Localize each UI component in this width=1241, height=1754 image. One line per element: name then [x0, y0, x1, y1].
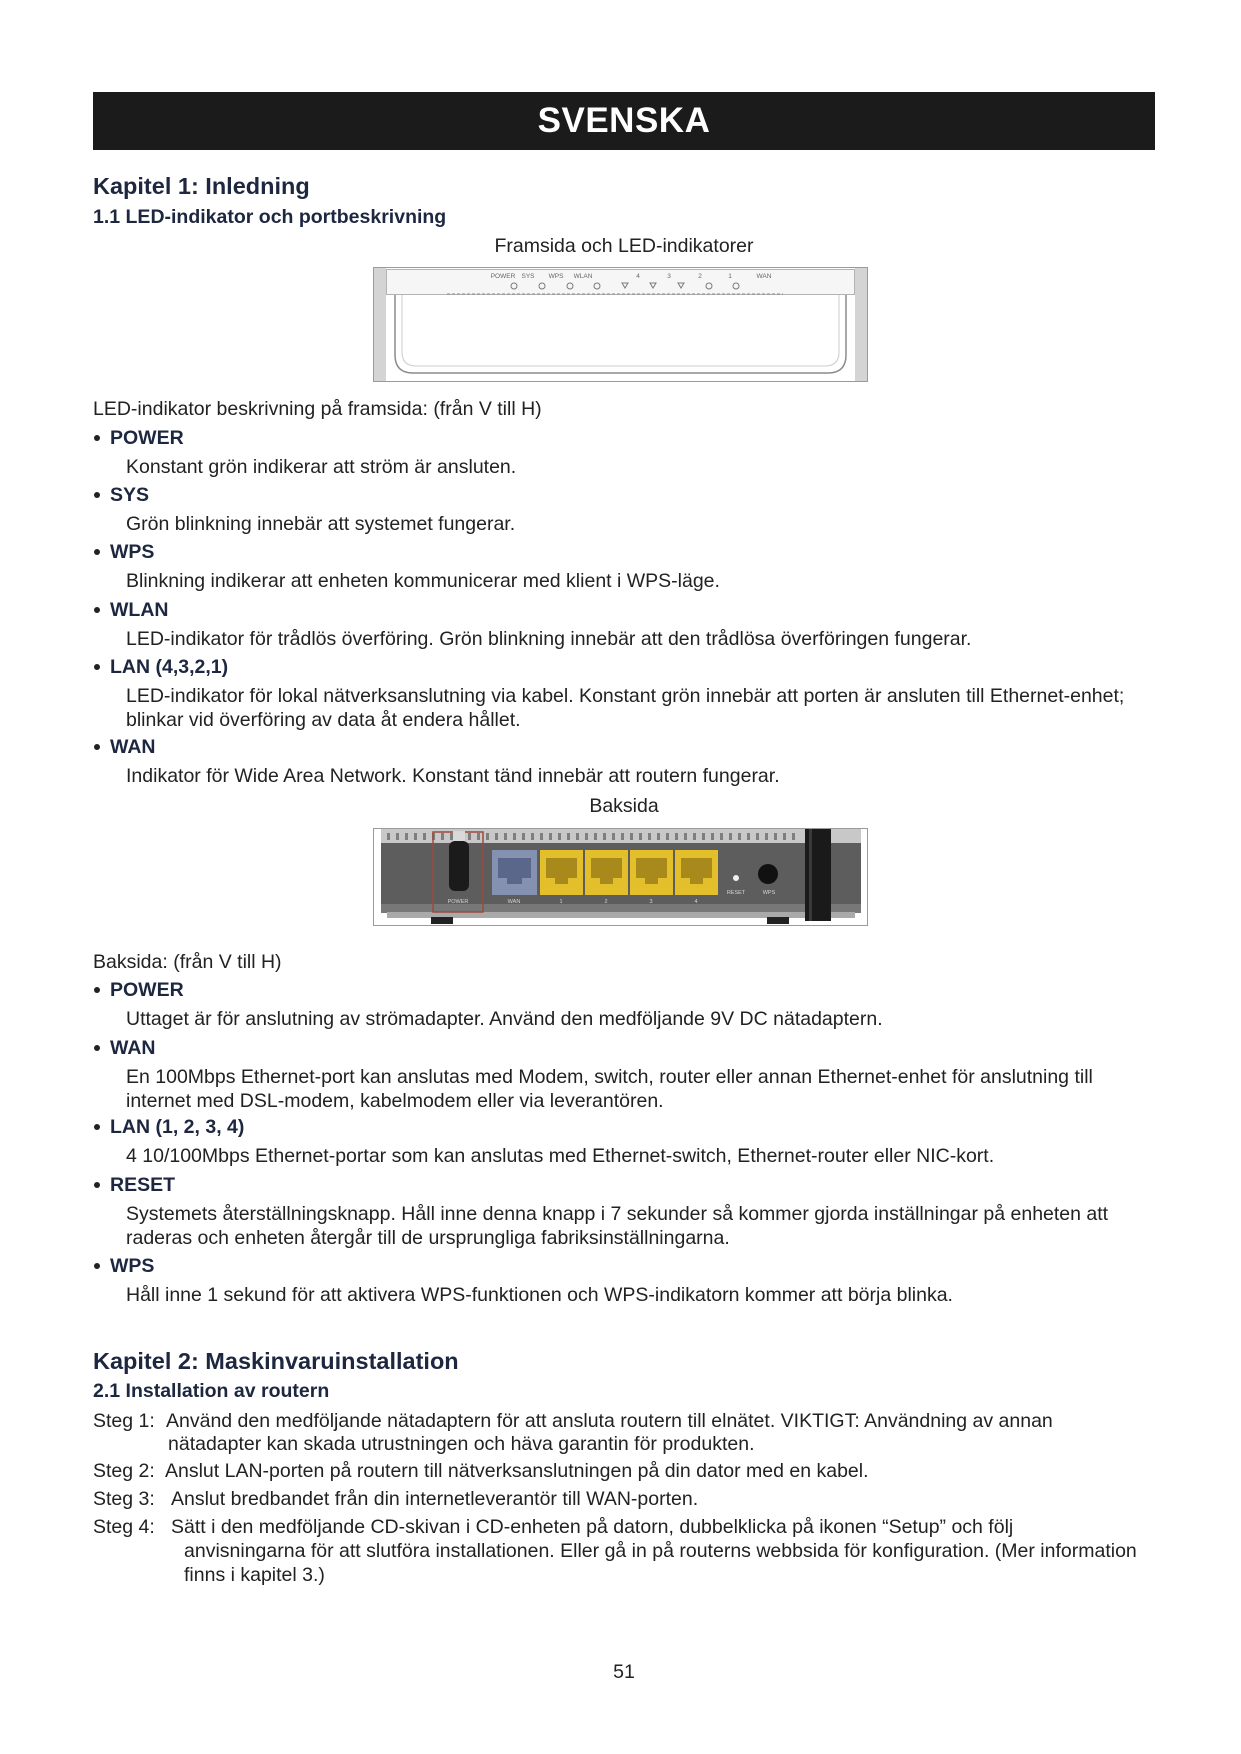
port-item-label: LAN (1, 2, 3, 4) — [110, 1116, 245, 1138]
led-item-label: WPS — [110, 541, 155, 563]
port-item-description — [93, 1139, 1155, 1168]
description-line: LED-indikator för lokal nätverksanslutning via kabel. Konstant grön innebär att porten är ansluten till Ethernet-enhet; — [126, 685, 1125, 707]
port-label-lan-4: 4 — [694, 899, 698, 905]
chapter-2-title: Kapitel 2: Maskinvaruinstallation — [93, 1348, 459, 1374]
router-front-panel-image — [373, 267, 868, 382]
port-item-wps — [93, 1254, 1155, 1307]
port-item-reset — [93, 1173, 1155, 1250]
led-label-wlan: WLAN — [573, 273, 593, 280]
description-line: Uttaget är för anslutning av strömadapter. Använd den medföljande 9V DC nätadaptern. — [126, 1008, 883, 1030]
port-item-description — [93, 1002, 1155, 1031]
port-item-label: RESET — [110, 1174, 176, 1196]
front-led-strip — [387, 270, 855, 295]
step-text-line: anvisningarna för att slutföra installationen. Eller gå in på routerns webbsida för konfiguration. (Mer information — [184, 1540, 1137, 1562]
step-text-line: Anslut bredbandet från din internetleverantör till WAN-porten. — [171, 1488, 699, 1510]
bullet-dot — [94, 1124, 100, 1130]
led-item-sys — [93, 483, 1155, 536]
led-label-lan-2: 2 — [698, 273, 702, 280]
antenna — [805, 829, 831, 921]
led-item-wlan — [93, 598, 1155, 651]
bullet-dot — [94, 987, 100, 993]
bullet-dot — [94, 1182, 100, 1188]
description-line: En 100Mbps Ethernet-port kan anslutas med Modem, switch, router eller annan Ethernet-enhet för anslutning till — [126, 1066, 1093, 1088]
back-foot-left — [431, 917, 453, 924]
led-label-wps: WPS — [548, 273, 564, 280]
bullet-dot — [94, 664, 100, 670]
led-item-power — [93, 426, 1155, 479]
section-1-1-title: 1.1 LED-indikator och portbeskrivning — [93, 206, 447, 228]
led-item-label: SYS — [110, 484, 150, 506]
port-item-label: WAN — [110, 1037, 156, 1059]
port-label-lan-1: 1 — [559, 899, 563, 905]
description-line: Grön blinkning innebär att systemet fungerar. — [126, 513, 516, 535]
step-label: Steg 3: — [93, 1488, 155, 1510]
led-item-description — [93, 507, 1155, 536]
led-item-label: LAN (4,3,2,1) — [110, 656, 229, 678]
front-panel-caption: Framsida och LED-indikatorer — [494, 235, 754, 257]
bullet-dot — [94, 1045, 100, 1051]
led-label-lan-1: 1 — [728, 273, 732, 280]
wps-button — [758, 864, 778, 884]
port-label-wan: WAN — [507, 899, 521, 905]
description-line: Blinkning indikerar att enheten kommunicerar med klient i WPS-läge. — [126, 570, 720, 592]
step-text-line: Sätt i den medföljande CD-skivan i CD-enheten på datorn, dubbelklicka på ikonen “Setup” och följ — [171, 1516, 1014, 1538]
front-left-side — [374, 268, 386, 381]
language-title: SVENSKA — [537, 101, 711, 140]
front-led-intro: LED-indikator beskrivning på framsida: (från V till H) — [93, 398, 542, 420]
led-item-label: POWER — [110, 427, 184, 449]
back-panel-caption: Baksida — [589, 795, 659, 817]
description-line: Systemets återställningsknapp. Håll inne denna knapp i 7 sekunder så kommer gjorda inställningar på enheten att — [126, 1203, 1109, 1225]
port-label-power: POWER — [447, 899, 469, 905]
led-item-description — [93, 679, 1155, 732]
bullet-dot — [94, 435, 100, 441]
led-label-sys: SYS — [521, 273, 535, 280]
back-foot-right — [767, 917, 789, 924]
led-item-label: WLAN — [110, 599, 169, 621]
step-label: Steg 1: — [93, 1410, 155, 1432]
chapter-1-title: Kapitel 1: Inledning — [93, 173, 310, 199]
description-line: internet med DSL-modem, kabelmodem eller via leverantören. — [126, 1090, 664, 1112]
led-item-description — [93, 622, 1155, 651]
step-label: Steg 2: — [93, 1460, 155, 1482]
back-panel-intro: Baksida: (från V till H) — [93, 951, 282, 973]
port-item-label: POWER — [110, 979, 184, 1001]
description-line: Indikator för Wide Area Network. Konstant tänd innebär att routern fungerar. — [126, 765, 780, 787]
led-item-description — [93, 759, 1155, 788]
install-step-3 — [93, 1487, 1155, 1511]
bullet-dot — [94, 549, 100, 555]
description-line: 4 10/100Mbps Ethernet-portar som kan anslutas med Ethernet-switch, Ethernet-router eller NIC-kort. — [126, 1145, 995, 1167]
install-step-1 — [93, 1409, 1155, 1455]
led-item-wan — [93, 735, 1155, 788]
step-label: Steg 4: — [93, 1516, 155, 1538]
port-item-lan — [93, 1115, 1155, 1168]
led-item-description — [93, 450, 1155, 479]
port-item-label: WPS — [110, 1255, 155, 1277]
bullet-dot — [94, 744, 100, 750]
install-step-2 — [93, 1459, 1155, 1483]
front-right-side — [855, 268, 867, 381]
port-label-lan-2: 2 — [604, 899, 608, 905]
port-item-description — [93, 1278, 1155, 1307]
led-label-lan-3: 3 — [667, 273, 671, 280]
bullet-dot — [94, 1263, 100, 1269]
router-back-panel-image — [373, 828, 868, 926]
install-step-4 — [93, 1515, 1155, 1586]
port-label-lan-3: 3 — [649, 899, 653, 905]
led-label-wan: WAN — [756, 273, 772, 280]
led-label-power: POWER — [490, 273, 516, 280]
led-item-lan — [93, 655, 1155, 732]
description-line: blinkar vid överföring av data åt endera hållet. — [126, 709, 521, 731]
led-label-lan-4: 4 — [636, 273, 640, 280]
port-label-reset: RESET — [726, 890, 746, 896]
led-item-label: WAN — [110, 736, 156, 758]
bullet-dot — [94, 492, 100, 498]
port-item-description — [93, 1197, 1155, 1250]
step-text-line: Använd den medföljande nätadaptern för att ansluta routern till elnätet. VIKTIGT: Användning av annan — [166, 1410, 1053, 1432]
description-line: Håll inne 1 sekund för att aktivera WPS-funktionen och WPS-indikatorn kommer att börja blinka. — [126, 1284, 953, 1306]
description-line: Konstant grön indikerar att ström är ansluten. — [126, 456, 517, 478]
page-number: 51 — [613, 1661, 635, 1683]
step-text-line: nätadapter kan skada utrustningen och häva garantin för produkten. — [168, 1433, 755, 1455]
port-item-description — [93, 1060, 1155, 1113]
led-item-wps — [93, 540, 1155, 593]
port-item-wan — [93, 1036, 1155, 1113]
antenna-highlight — [809, 829, 812, 921]
bullet-dot — [94, 607, 100, 613]
port-label-wps: WPS — [762, 890, 776, 896]
led-item-description — [93, 564, 1155, 593]
section-2-1-title: 2.1 Installation av routern — [93, 1380, 330, 1402]
reset-button — [733, 875, 739, 881]
description-line: LED-indikator för trådlös överföring. Grön blinkning innebär att den trådlösa överföringen fungerar. — [126, 628, 972, 650]
power-plug — [449, 841, 469, 891]
port-item-power — [93, 978, 1155, 1031]
description-line: raderas och enheten återgår till de ursprungliga fabriksinställningarna. — [126, 1227, 730, 1249]
language-header-bar — [93, 92, 1155, 150]
step-text-line: Anslut LAN-porten på routern till nätverksanslutningen på din dator med en kabel. — [165, 1460, 869, 1482]
step-text-line: finns i kapitel 3.) — [184, 1564, 325, 1586]
